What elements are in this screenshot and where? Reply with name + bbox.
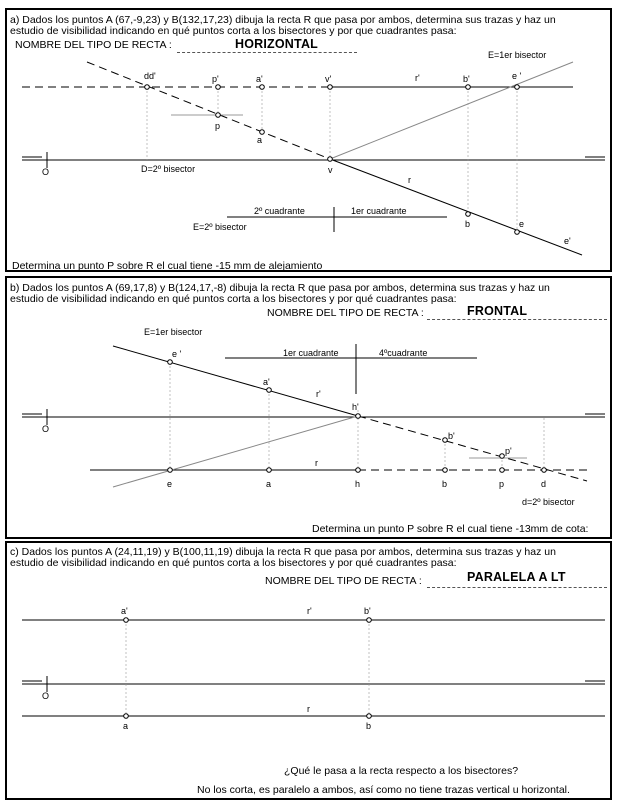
c-label-r-prime: r' bbox=[307, 606, 312, 616]
exercise-c-type-answer: PARALELA A LT bbox=[467, 570, 566, 584]
c-label-a-prime: a' bbox=[121, 606, 128, 616]
exercise-b-panel bbox=[5, 276, 612, 539]
exercise-a-panel bbox=[5, 8, 612, 272]
c-label-b-prime: b' bbox=[364, 606, 371, 616]
exercise-a-statement-line1: a) Dados los puntos A (67,-9,23) y B(132,17,23) dibuja la recta R que pasa por ambos, determina sus trazas y haz un bbox=[10, 14, 556, 26]
label-origin: O bbox=[42, 167, 50, 177]
exercise-b-type-label: NOMBRE DEL TIPO DE RECTA : bbox=[267, 307, 424, 319]
b-label-b-prime: b' bbox=[448, 431, 455, 441]
exercise-a-footer: Determina un punto P sobre R el cual tiene -15 mm de alejamiento bbox=[12, 260, 323, 272]
label-p: p bbox=[215, 121, 221, 131]
exercise-b-statement-line2: estudio de visibilidad indicando en qué puntos corta a los bisectores y por qué cuadrantes pasa: bbox=[10, 293, 457, 305]
b-label-h: h bbox=[355, 479, 361, 489]
label-quadrant-1: 1er cuadrante bbox=[351, 206, 407, 216]
label-a: a bbox=[257, 135, 263, 145]
b-label-r-prime: r' bbox=[316, 389, 321, 399]
exercise-c-answer: No los corta, es paralelo a ambos, así como no tiene trazas vertical u horizontal. bbox=[197, 784, 570, 796]
b-label-r: r bbox=[315, 458, 318, 468]
r-hidden bbox=[87, 62, 330, 159]
c-label-r: r bbox=[307, 704, 310, 714]
c-label-b: b bbox=[366, 721, 372, 731]
label-quadrant-2: 2º cuadrante bbox=[254, 206, 305, 216]
exercise-c-panel bbox=[5, 541, 612, 800]
exercise-a-type-answer: HORIZONTAL bbox=[235, 37, 319, 51]
exercise-c-question: ¿Qué le pasa a la recta respecto a los bisectores? bbox=[284, 765, 519, 777]
label-e: e bbox=[519, 219, 525, 229]
c-label-origin: O bbox=[42, 691, 50, 701]
exercise-b-footer: Determina un punto P sobre R el cual tiene -13mm de cota: bbox=[312, 523, 589, 535]
label-e-first-bisector: E=1er bisector bbox=[488, 50, 547, 60]
exercise-c-statement-line1: c) Dados los puntos A (24,11,19) y B(100,11,19) dibuja la recta R que pasa por ambos, determina sus trazas y haz un bbox=[10, 546, 556, 558]
label-r: r bbox=[408, 175, 411, 185]
b-label-p: p bbox=[499, 479, 505, 489]
b-label-d: d bbox=[541, 479, 547, 489]
label-e-second-bisector: E=2º bisector bbox=[193, 222, 247, 232]
exercise-c-diagram bbox=[7, 543, 612, 800]
b-label-b: b bbox=[442, 479, 448, 489]
b-label-e-first-bisector: E=1er bisector bbox=[144, 327, 203, 337]
b-label-origin: O bbox=[42, 424, 50, 434]
label-a-prime: a' bbox=[256, 74, 263, 84]
label-p-prime: p' bbox=[212, 74, 219, 84]
exercise-a-type-label: NOMBRE DEL TIPO DE RECTA : bbox=[15, 39, 172, 51]
bisector-line bbox=[330, 62, 573, 159]
exercise-a-statement-line2: estudio de visibilidad indicando en qué puntos corta a los bisectores y por que cuadrantes pasa: bbox=[10, 25, 457, 37]
exercise-c-statement-line2: estudio de visibilidad indicando en qué puntos corta a los bisectores y por qué cuadrantes pasa: bbox=[10, 557, 457, 569]
label-v-prime: v' bbox=[325, 74, 332, 84]
label-b: b bbox=[465, 219, 471, 229]
b-label-e-prime: e ' bbox=[172, 349, 182, 359]
b-label-p-prime: p' bbox=[505, 446, 512, 456]
label-b-prime: b' bbox=[463, 74, 470, 84]
label-v: v bbox=[328, 165, 333, 175]
b-label-quadrant-4: 4ºcuadrante bbox=[379, 348, 428, 358]
label-dd-prime: dd' bbox=[144, 71, 156, 81]
b-label-e: e bbox=[167, 479, 173, 489]
b-label-a: a bbox=[266, 479, 272, 489]
exercise-b-type-answer: FRONTAL bbox=[467, 304, 528, 318]
c-label-a: a bbox=[123, 721, 129, 731]
b-label-h-prime: h' bbox=[352, 402, 359, 412]
exercise-b-statement-line1: b) Dados los puntos A (69,17,8) y B(124,17,-8) dibuja la recta R que pasa por ambos, determina sus trazas y haz un bbox=[10, 282, 550, 294]
b-label-d-second-bisector: d=2º bisector bbox=[522, 497, 575, 507]
label-d-second-bisector: D=2º bisector bbox=[141, 164, 196, 174]
b-label-quadrant-1: 1er cuadrante bbox=[283, 348, 339, 358]
b-label-a-prime: a' bbox=[263, 377, 270, 387]
label-e-prime: e ' bbox=[512, 71, 522, 81]
exercise-c-type-label: NOMBRE DEL TIPO DE RECTA : bbox=[265, 575, 422, 587]
label-e-double-prime: e' bbox=[564, 236, 571, 246]
label-r-prime: r' bbox=[415, 73, 420, 83]
